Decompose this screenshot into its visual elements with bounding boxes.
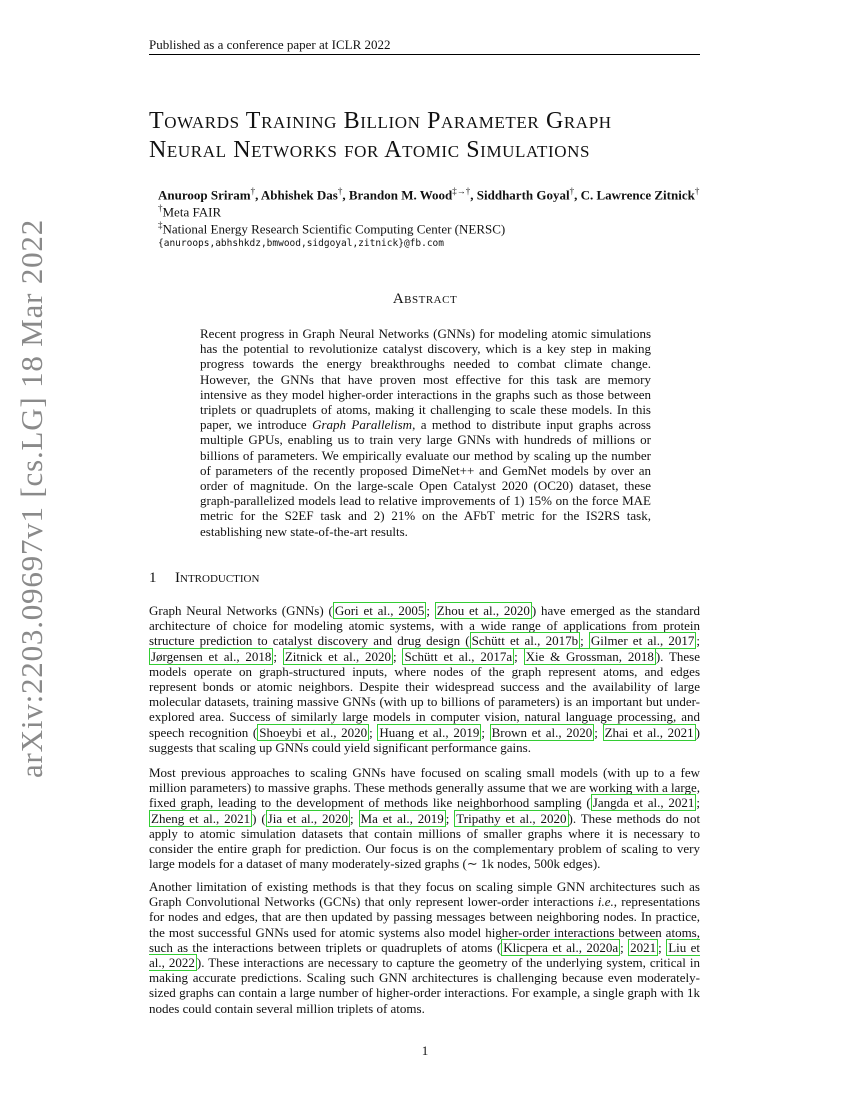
affiliation-mark: † <box>158 203 163 213</box>
citation-link[interactable]: Brown et al., 2020 <box>491 724 593 740</box>
author-name: Siddharth Goyal <box>476 187 570 203</box>
text-emphasis: i.e. <box>597 894 614 910</box>
citation-link[interactable]: Klicpera et al., 2020a <box>503 939 619 955</box>
citation-link[interactable]: Jangda et al., 2021 <box>592 795 695 811</box>
citation-link[interactable]: Gilmer et al., 2017 <box>590 633 695 649</box>
author-mark: ‡→† <box>452 186 471 196</box>
citation-link[interactable]: Huang et al., 2019 <box>379 724 480 740</box>
citation-link[interactable]: Gori et al., 2005 <box>334 603 425 618</box>
citation-link[interactable]: Shoeybi et al., 2020 <box>259 724 368 740</box>
citation-link[interactable]: Zheng et al., 2021 <box>151 810 251 826</box>
arxiv-watermark: arXiv:2203.09697v1 [cs.LG] 18 Mar 2022 <box>14 218 49 778</box>
citation-link[interactable]: Schütt et al., 2017a <box>404 648 513 664</box>
abstract-heading: Abstract <box>392 291 458 307</box>
citation-link[interactable]: Xie & Grossman, 2018 <box>525 648 654 664</box>
affiliation-name: National Energy Research Scientific Computing Center (NERSC) <box>162 221 506 237</box>
paper-title <box>149 107 729 165</box>
affiliation-name: Meta FAIR <box>162 204 222 220</box>
intro-paragraph-3: Another limitation of existing methods is that they focus on scaling simple GNN architectures such as Graph Convolutional Networks (GCNs) that only represent lower-order interactions i.e., representations for nodes and edges, that are then updated by passing messages between neighboring nodes. In practice, the most successful GNNs used for atomic systems also model higher-order interactions between atoms, such as the interactions between triplets or quadruplets of atoms ( Klicpera et al., 2020a ; 2021 ; Liu et al., 2022 ). These interactions are necessary to capture the geometry of the underlying system, critical in making accurate predictions. Scaling such GNN architectures is challenging because even moderately-sized graphs can contain a large number of higher-order interactions. For example, a single graph with 1k nodes could contain several million triplets of atoms. <box>149 879 701 1016</box>
citation-link[interactable]: Jørgensen et al., 2018 <box>151 648 272 664</box>
citation-link[interactable]: Ma et al., 2019 <box>360 810 444 826</box>
citation-link[interactable]: 2021 <box>630 939 657 955</box>
citation-link[interactable]: Zhai et al., 2021 <box>604 724 694 740</box>
citation-link[interactable]: Schütt et al., 2017b <box>471 633 579 649</box>
title-line-1: Towards Training Billion Parameter Graph <box>149 108 612 134</box>
intro-paragraph-1: Graph Neural Networks (GNNs) ( Gori et al., 2005 ; Zhou et al., 2020 ) have emerged as the standard architecture of choice for modeling atomic systems, with a wide range of applications from protein structure prediction to catalyst discovery and drug design ( Schütt et al., 2017b ; Gilmer et al., 2017 ; Jørgensen et al., 2018 ; Zitnick et al., 2020 ; Schütt et al., 2017a ; Xie & Grossman, 2018 ). These models operate on graph-structured inputs, where nodes of the graph represent atoms, and edges represent bonds or atomic neighbors. Despite their widespread success and the availability of large molecular datasets, training massive GNNs (with up to billions of parameters) is an important but under-explored area. Success of similarly large models in computer vision, natural language processing, and speech recognition ( Shoeybi et al., 2020 ; Huang et al., 2019 ; Brown et al., 2020 ; Zhai et al., 2021 ) suggests that scaling up GNNs could yield significant performance gains. <box>149 603 701 755</box>
citation-link[interactable]: Tripathy et al., 2020 <box>456 810 567 826</box>
author-mark: † <box>569 186 575 196</box>
author-name: Anuroop Sriram <box>158 187 251 203</box>
author-list: Anuroop Sriram†, Abhishek Das†, Brandon M. Wood‡→†, Siddharth Goyal†, C. Lawrence Zitnick† <box>158 186 700 203</box>
author-mark: † <box>250 186 256 196</box>
author-name: Brandon M. Wood <box>348 187 453 203</box>
intro-paragraph-2: Most previous approaches to scaling GNNs have focused on scaling small models (with up to a few million parameters) to massive graphs. These methods generally assume that we are working with a large, fixed graph, leading to the development of methods like neighborhood sampling ( Jangda et al., 2021 ; Zheng et al., 2021 ) ( Jia et al., 2020 ; Ma et al., 2019 ; Tripathy et al., 2020 ). These methods do not apply to atomic simulation datasets that contain millions of smaller graphs where it is necessary to consider the entire graph for prediction. Our focus is on the complementary problem of scaling to very large models for a dataset of many moderately-sized graphs (∼ 1k nodes, 500k edges). <box>149 765 701 872</box>
author-name: Abhishek Das <box>260 187 338 203</box>
running-header: Published as a conference paper at ICLR 2022 <box>149 37 391 52</box>
citation-link[interactable]: Liu et al., 2022 <box>149 939 701 971</box>
affiliation-mark: ‡ <box>158 220 163 230</box>
author-mark: † <box>694 186 700 196</box>
title-line-2: Neural Networks for Atomic Simulations <box>149 137 591 163</box>
affiliation-meta <box>158 203 221 220</box>
author-name: C. Lawrence Zitnick <box>580 187 695 203</box>
citation-link[interactable]: Zitnick et al., 2020 <box>284 648 392 664</box>
abstract-body: Recent progress in Graph Neural Networks (GNNs) for modeling atomic simulations has the potential to revolutionize catalyst discovery, which is a key step in making progress towards the energy breakthroughs needed to combat climate change. However, the GNNs that have proven most effective for this task are memory intensive as they model higher-order interactions in the graphs such as those between triplets or quadruplets of atoms, making it challenging to scale these models. In this paper, we introduce Graph Parallelism, a method to distribute input graphs across multiple GPUs, enabling us to train very large GNNs with hundreds of millions or billions of parameters. We empirically evaluate our method by scaling up the number of parameters of the recently proposed DimeNet++ and GemNet models by over an order of magnitude. On the large-scale Open Catalyst 2020 (OC20) dataset, these graph-parallelized models lead to relative improvements of 1) 15% on the force MAE metric for the S2EF task and 2) 21% on the AFbT metric for the IS2RS task, establishing new state-of-the-art results. <box>200 326 651 539</box>
citation-link[interactable]: Jia et al., 2020 <box>267 810 349 826</box>
affiliation-nersc <box>158 220 505 237</box>
header-rule <box>149 54 700 55</box>
abstract-emphasis: Graph Parallelism <box>312 417 413 433</box>
author-emails: {anuroops,abhshkdz,bmwood,sidgoyal,zitnick}@fb.com <box>158 238 444 249</box>
section-number: 1 <box>149 570 157 586</box>
page-number: 1 <box>421 1043 429 1058</box>
citation-link[interactable]: Zhou et al., 2020 <box>436 603 530 618</box>
section-title: Introduction <box>175 570 260 586</box>
section-heading <box>149 570 259 587</box>
author-mark: † <box>337 186 343 196</box>
